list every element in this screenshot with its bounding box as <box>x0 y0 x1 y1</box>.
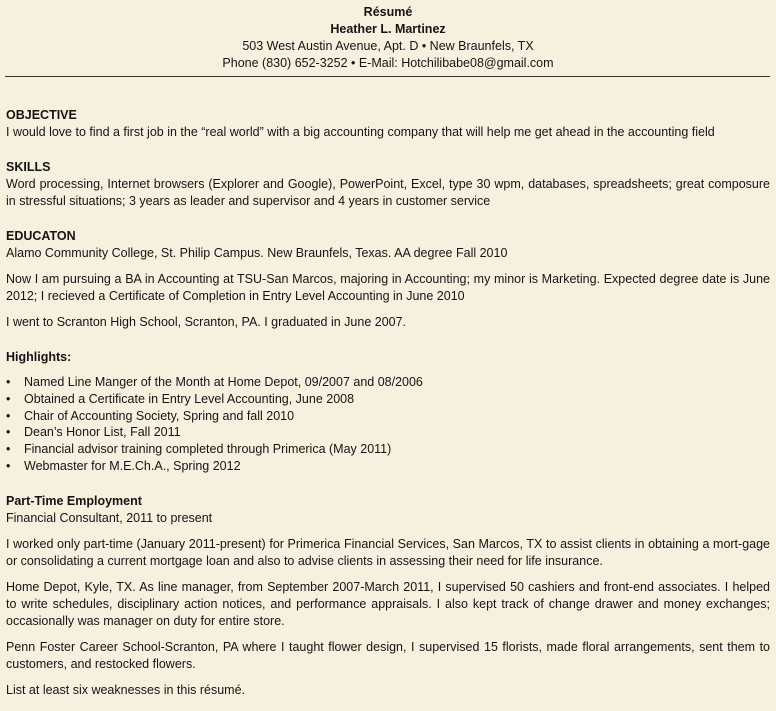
list-item: • Dean’s Honor List, Fall 2011 <box>24 424 770 441</box>
resume-title: Résumé <box>363 5 413 19</box>
list-item: • Webmaster for M.E.Ch.A., Spring 2012 <box>24 458 770 475</box>
resume-header <box>6 4 770 72</box>
education-section <box>6 228 770 331</box>
skills-section <box>6 159 770 210</box>
highlights-section <box>6 349 770 475</box>
objective-heading: OBJECTIVE <box>6 108 77 122</box>
objective-section <box>6 107 770 141</box>
education-heading: EDUCATON <box>6 229 76 243</box>
applicant-contact: Phone (830) 652-3252 • E-Mail: Hotchilibabe08@gmail.com <box>222 56 554 70</box>
list-item: • Financial advisor training completed through Primerica (May 2011) <box>24 441 770 458</box>
employment-penn-foster: Penn Foster Career School-Scranton, PA where I taught flower design, I supervised 15 florists, made floral arrangements, sent them to customers, and restocked flowers. <box>6 639 770 671</box>
education-ba: Now I am pursuing a BA in Accounting at TSU-San Marcos, majoring in Accounting; my minor is Marketing. Expected degree date is June 2012; I recieved a Certificate of Completion in Entry Level Accounting in June 2010 <box>6 272 770 303</box>
employment-role: Financial Consultant, 2011 to present <box>6 510 213 525</box>
highlights-list <box>6 374 770 475</box>
list-item: • Chair of Accounting Society, Spring and fall 2010 <box>24 408 770 425</box>
employment-section <box>6 493 770 673</box>
employment-home-depot: Home Depot, Kyle, TX. As line manager, from September 2007-March 2011, I supervised 50 cashiers and front-end associates. I helped to write schedules, disciplinary action notices, and performance appraisals. I also kept track of change drawer and money exchanges; occasionally was manager on duty for entire store. <box>6 579 770 628</box>
objective-text: I would love to find a first job in the “real world” with a big accounting company that will help me get ahead in the accounting field <box>6 125 715 139</box>
highlights-heading: Highlights: <box>6 350 72 364</box>
list-item: • Named Line Manger of the Month at Home Depot, 09/2007 and 08/2006 <box>24 374 770 391</box>
list-item: • Obtained a Certificate in Entry Level Accounting, June 2008 <box>24 391 770 408</box>
applicant-address: 503 West Austin Avenue, Apt. D • New Braunfels, TX <box>242 39 534 53</box>
skills-heading: SKILLS <box>6 160 51 174</box>
education-college: Alamo Community College, St. Philip Campus. New Braunfels, Texas. AA degree Fall 2010 <box>6 246 508 260</box>
employment-primerica: I worked only part-time (January 2011-present) for Primerica Financial Services, San Marcos, TX to assist clients in obtaining a mort-gage or consolidating a current mortgage loan and also to advise clients in assessing their need for life insurance. <box>6 536 770 568</box>
employment-heading: Part-Time Employment <box>6 493 142 508</box>
header-divider <box>5 76 770 77</box>
skills-text: Word processing, Internet browsers (Explorer and Google), PowerPoint, Excel, type 30 wpm, databases, spreadsheets; great composure in stressful situations; 3 years as leader and supervisor and 4 years in customer service <box>6 177 770 208</box>
exercise-prompt: List at least six weaknesses in this résumé. <box>6 682 245 697</box>
education-highschool: I went to Scranton High School, Scranton, PA. I graduated in June 2007. <box>6 315 407 329</box>
applicant-name: Heather L. Martinez <box>330 22 446 36</box>
